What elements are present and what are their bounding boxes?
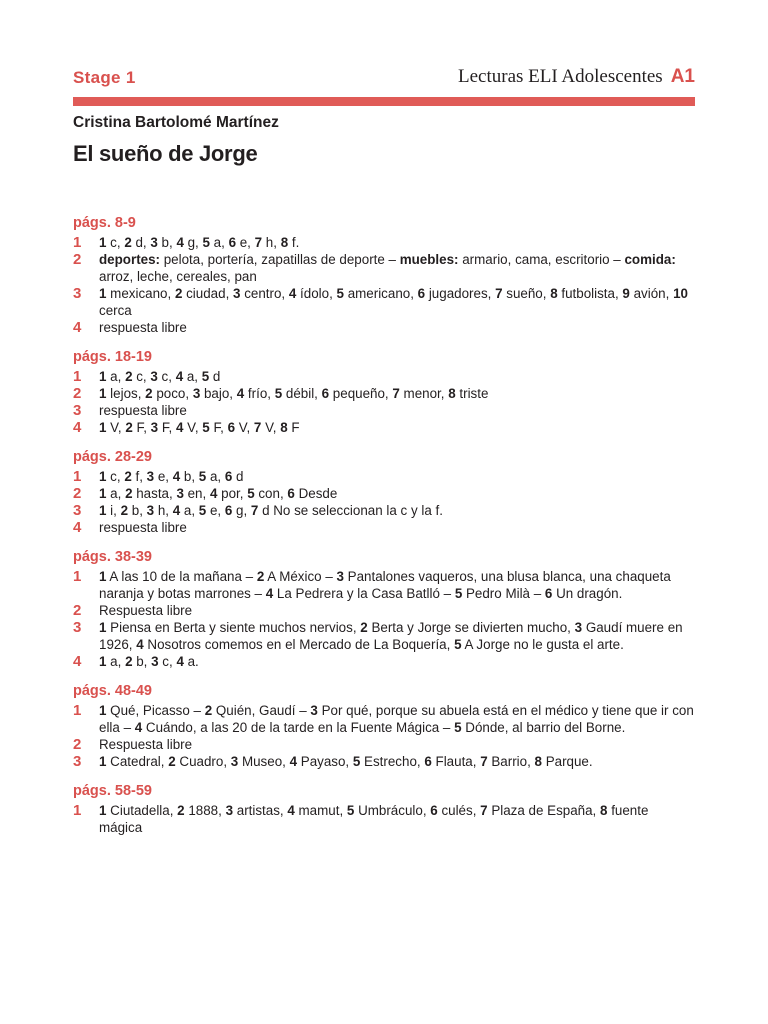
exercise-item bbox=[73, 736, 695, 753]
answer-key-term: 8 bbox=[600, 803, 608, 818]
exercise-item bbox=[73, 568, 695, 602]
answer-key-term: 2 bbox=[125, 369, 133, 384]
answer-text: Desde bbox=[294, 486, 338, 501]
answer-text: menor, bbox=[399, 386, 449, 401]
answer-text: g, bbox=[232, 503, 251, 518]
answer-key-term: 2 bbox=[125, 654, 133, 669]
level-badge: A1 bbox=[670, 66, 695, 87]
answer-text: mamut, bbox=[294, 803, 347, 818]
answer-text: frío, bbox=[244, 386, 275, 401]
answer-text: d No se seleccionan la c y la f. bbox=[258, 503, 443, 518]
answer-key-term: 4 bbox=[172, 503, 181, 518]
answer-key-term: 1 bbox=[99, 803, 107, 818]
answer-text: Por qué, porque su abuela está en el médico y tiene que ir con ella – bbox=[99, 703, 694, 735]
answer-key-term: 1 bbox=[99, 620, 107, 635]
answer-key-term: 8 bbox=[550, 286, 558, 301]
answer-text: culés, bbox=[437, 803, 481, 818]
answer-key-term: 4 bbox=[134, 720, 143, 735]
answer-key-term: 3 bbox=[574, 620, 583, 635]
exercise-answer bbox=[99, 285, 695, 319]
answer-key-term: 1 bbox=[99, 369, 107, 384]
answer-text: Quién, Gaudí – bbox=[212, 703, 311, 718]
answer-text: e, bbox=[154, 469, 173, 484]
exercise-answer bbox=[99, 802, 695, 836]
exercise-number: 1 bbox=[73, 368, 82, 385]
answer-text: bajo, bbox=[200, 386, 237, 401]
answer-key-term: 6 bbox=[287, 486, 295, 501]
answer-text: artistas, bbox=[233, 803, 288, 818]
answer-key-term: 6 bbox=[224, 469, 233, 484]
answer-key-term: 1 bbox=[99, 235, 107, 250]
answer-text: La Pedrera y la Casa Batlló – bbox=[273, 586, 455, 601]
exercise-item bbox=[73, 251, 695, 285]
exercise-number: 4 bbox=[73, 519, 82, 536]
exercise-answer bbox=[99, 419, 695, 436]
answer-key-term: comida: bbox=[624, 252, 676, 267]
answer-section bbox=[73, 348, 695, 436]
exercise-answer bbox=[99, 502, 695, 519]
exercise-answer bbox=[99, 402, 695, 419]
answer-section bbox=[73, 682, 695, 770]
exercise-number: 2 bbox=[73, 251, 82, 268]
exercise-number: 3 bbox=[73, 285, 82, 302]
answer-key-term: 8 bbox=[280, 420, 288, 435]
answer-section bbox=[73, 782, 695, 836]
answer-text: Un dragón. bbox=[552, 586, 623, 601]
exercise-item bbox=[73, 619, 695, 653]
exercise-item bbox=[73, 653, 695, 670]
answer-text: en, bbox=[183, 486, 210, 501]
answer-key-term: 6 bbox=[321, 386, 330, 401]
answer-key-term: 3 bbox=[150, 235, 158, 250]
answer-text: jugadores, bbox=[425, 286, 496, 301]
answer-text: g, bbox=[183, 235, 203, 250]
exercise-number: 4 bbox=[73, 653, 82, 670]
answer-key-term: 1 bbox=[99, 654, 107, 669]
answer-text: Nosotros comemos en el Mercado de La Boquería, bbox=[143, 637, 455, 652]
section-heading: págs. 38-39 bbox=[73, 549, 152, 565]
answer-key-term: 4 bbox=[136, 637, 144, 652]
answer-text: A las 10 de la mañana – bbox=[106, 569, 257, 584]
exercise-item bbox=[73, 519, 695, 536]
answer-text: respuesta libre bbox=[99, 320, 187, 335]
answer-key-term: 5 bbox=[352, 754, 361, 769]
exercise-number: 2 bbox=[73, 385, 82, 402]
exercise-number: 3 bbox=[73, 502, 82, 519]
answer-key-term: 5 bbox=[202, 420, 210, 435]
exercise-answer bbox=[99, 519, 695, 536]
answer-key-term: 2 bbox=[177, 803, 185, 818]
answer-text: ciudad, bbox=[182, 286, 234, 301]
answer-text: Gaudí muere en 1926, bbox=[99, 620, 683, 652]
answer-text: V, bbox=[235, 420, 254, 435]
answer-key-term: 5 bbox=[454, 586, 463, 601]
answer-key-term: 8 bbox=[280, 235, 289, 250]
answer-section bbox=[73, 448, 695, 536]
answer-key-term: 2 bbox=[120, 503, 129, 518]
answer-key-term: 7 bbox=[392, 386, 400, 401]
answer-key-term: 2 bbox=[125, 486, 133, 501]
exercise-item bbox=[73, 285, 695, 319]
answer-text: h, bbox=[262, 235, 281, 250]
answer-key bbox=[73, 214, 695, 848]
exercise-number: 3 bbox=[73, 402, 82, 419]
answer-key-term: 6 bbox=[417, 286, 426, 301]
exercise-number: 1 bbox=[73, 702, 82, 719]
answer-key-term: 5 bbox=[346, 803, 355, 818]
answer-key-term: 3 bbox=[192, 386, 201, 401]
exercise-number: 1 bbox=[73, 468, 82, 485]
answer-text: Berta y Jorge se divierten mucho, bbox=[367, 620, 575, 635]
exercise-item bbox=[73, 368, 695, 385]
answer-text: c, bbox=[157, 369, 176, 384]
answer-key-term: 5 bbox=[454, 637, 462, 652]
answer-key-term: 1 bbox=[99, 503, 107, 518]
answer-text: Respuesta libre bbox=[99, 737, 193, 752]
exercise-answer bbox=[99, 702, 695, 736]
exercise-answer bbox=[99, 619, 695, 653]
answer-key-term: muebles: bbox=[399, 252, 459, 267]
answer-key-term: 2 bbox=[174, 286, 183, 301]
answer-key-term: 5 bbox=[454, 720, 462, 735]
answer-key-term: 1 bbox=[99, 754, 107, 769]
answer-text: V, bbox=[106, 420, 126, 435]
exercise-item bbox=[73, 753, 695, 770]
answer-text: pequeño, bbox=[329, 386, 393, 401]
answer-key-term: 1 bbox=[99, 286, 107, 301]
answer-text: a, bbox=[209, 235, 229, 250]
exercise-number: 2 bbox=[73, 485, 82, 502]
section-heading: págs. 48-49 bbox=[73, 683, 152, 699]
answer-text: Qué, Picasso – bbox=[106, 703, 205, 718]
answer-text: poco, bbox=[152, 386, 193, 401]
answer-key-term: 6 bbox=[424, 754, 432, 769]
answer-key-term: 8 bbox=[448, 386, 456, 401]
answer-key-term: 4 bbox=[176, 654, 184, 669]
answer-text: A Jorge no le gusta el arte. bbox=[461, 637, 624, 652]
exercise-item bbox=[73, 485, 695, 502]
exercise-answer bbox=[99, 653, 695, 670]
exercise-number: 1 bbox=[73, 234, 82, 251]
answer-text: F, bbox=[132, 420, 151, 435]
answer-text: b, bbox=[132, 654, 152, 669]
answer-key-term: 5 bbox=[247, 486, 255, 501]
answer-text: Respuesta libre bbox=[99, 603, 193, 618]
answer-key-term: 3 bbox=[225, 803, 234, 818]
answer-key-term: 4 bbox=[265, 586, 274, 601]
answer-key-term: 3 bbox=[230, 754, 239, 769]
exercise-answer bbox=[99, 251, 695, 285]
answer-text: Cuándo, a las 20 de la tarde en la Fuente Mágica – bbox=[142, 720, 455, 735]
exercise-answer bbox=[99, 485, 695, 502]
answer-key-term: 1 bbox=[99, 386, 107, 401]
exercise-number: 4 bbox=[73, 319, 82, 336]
answer-text: V, bbox=[261, 420, 281, 435]
exercise-item bbox=[73, 602, 695, 619]
answer-key-term: 3 bbox=[146, 469, 155, 484]
answer-key-term: 3 bbox=[176, 486, 184, 501]
answer-text: d bbox=[209, 369, 221, 384]
answer-key-term: 2 bbox=[124, 469, 132, 484]
answer-text: a, bbox=[106, 369, 126, 384]
answer-text: mexicano, bbox=[106, 286, 175, 301]
answer-text: Dónde, al barrio del Borne. bbox=[461, 720, 626, 735]
answer-key-term: 7 bbox=[253, 420, 262, 435]
answer-text: respuesta libre bbox=[99, 520, 187, 535]
exercise-item bbox=[73, 419, 695, 436]
answer-text: i, bbox=[106, 503, 121, 518]
answer-text: e, bbox=[206, 503, 225, 518]
page-header bbox=[73, 66, 695, 94]
answer-text: a. bbox=[183, 654, 199, 669]
exercise-number: 4 bbox=[73, 419, 82, 436]
answer-key-term: 7 bbox=[250, 503, 259, 518]
answer-text: con, bbox=[254, 486, 288, 501]
answer-text: débil, bbox=[282, 386, 322, 401]
answer-text: americano, bbox=[343, 286, 418, 301]
section-heading: págs. 18-19 bbox=[73, 349, 152, 365]
section-heading: págs. 8-9 bbox=[73, 215, 136, 231]
answer-text: Ciutadella, bbox=[106, 803, 178, 818]
answer-key-term: 3 bbox=[310, 703, 318, 718]
exercise-item bbox=[73, 702, 695, 736]
exercise-answer bbox=[99, 385, 695, 402]
answer-key-term: 8 bbox=[534, 754, 542, 769]
answer-text: Catedral, bbox=[106, 754, 169, 769]
answer-text: V, bbox=[183, 420, 203, 435]
exercise-number: 1 bbox=[73, 568, 82, 585]
answer-key-term: 4 bbox=[175, 369, 184, 384]
answer-key-term: 7 bbox=[480, 803, 488, 818]
answer-key-term: 2 bbox=[124, 235, 132, 250]
answer-text: Cuadro, bbox=[175, 754, 231, 769]
exercise-item bbox=[73, 319, 695, 336]
answer-key-term: 5 bbox=[198, 469, 207, 484]
answer-text: hasta, bbox=[132, 486, 177, 501]
answer-key-term: 3 bbox=[150, 420, 159, 435]
stage-label: Stage 1 bbox=[73, 68, 136, 87]
answer-text: Plaza de España, bbox=[487, 803, 601, 818]
exercise-answer bbox=[99, 568, 695, 602]
answer-text: a, bbox=[106, 486, 126, 501]
answer-text: lejos, bbox=[106, 386, 146, 401]
answer-text: b, bbox=[180, 469, 199, 484]
answer-key-term: 6 bbox=[430, 803, 438, 818]
answer-text: a, bbox=[183, 369, 202, 384]
answer-key-term: 6 bbox=[228, 235, 237, 250]
exercise-item bbox=[73, 468, 695, 485]
answer-key-term: 5 bbox=[198, 503, 207, 518]
answer-key-term: 4 bbox=[288, 286, 297, 301]
book-title: El sueño de Jorge bbox=[73, 141, 258, 166]
answer-key-term: 4 bbox=[172, 469, 181, 484]
exercise-item bbox=[73, 234, 695, 251]
answer-text: c, bbox=[106, 235, 125, 250]
answer-key-term: 6 bbox=[544, 586, 553, 601]
answer-text: d bbox=[232, 469, 244, 484]
section-heading: págs. 28-29 bbox=[73, 449, 152, 465]
answer-text: h, bbox=[154, 503, 173, 518]
answer-key-term: 10 bbox=[673, 286, 688, 301]
exercise-answer bbox=[99, 753, 695, 770]
answer-key-term: 3 bbox=[146, 503, 155, 518]
answer-key-term: 1 bbox=[99, 420, 107, 435]
exercise-answer bbox=[99, 602, 695, 619]
answer-key-term: 5 bbox=[274, 386, 283, 401]
answer-text: sueño, bbox=[502, 286, 551, 301]
answer-text: f, bbox=[131, 469, 147, 484]
answer-text: e, bbox=[236, 235, 255, 250]
answer-text: d, bbox=[131, 235, 151, 250]
answer-key-term: 4 bbox=[289, 754, 298, 769]
answer-key-term: 6 bbox=[224, 503, 233, 518]
section-heading: págs. 58-59 bbox=[73, 783, 152, 799]
answer-text: F bbox=[287, 420, 300, 435]
answer-text: 1888, bbox=[184, 803, 226, 818]
answer-key-term: 3 bbox=[336, 569, 344, 584]
exercise-item bbox=[73, 402, 695, 419]
answer-text: Piensa en Berta y siente muchos nervios, bbox=[106, 620, 361, 635]
answer-key-term: 3 bbox=[233, 286, 241, 301]
answer-text: Flauta, bbox=[431, 754, 481, 769]
exercise-answer bbox=[99, 234, 695, 251]
exercise-number: 3 bbox=[73, 619, 82, 636]
answer-section bbox=[73, 214, 695, 336]
answer-text: avión, bbox=[629, 286, 674, 301]
answer-text: Pantalones vaqueros, una blusa blanca, una chaqueta naranja y botas marrones – bbox=[99, 569, 671, 601]
answer-text: fuente mágica bbox=[99, 803, 649, 835]
answer-text: c, bbox=[158, 654, 177, 669]
answer-key-term: 2 bbox=[256, 569, 265, 584]
answer-text: Pedro Milà – bbox=[462, 586, 545, 601]
answer-text: c, bbox=[106, 469, 125, 484]
answer-key-term: 7 bbox=[495, 286, 503, 301]
answer-key-term: 6 bbox=[227, 420, 236, 435]
answer-key-term: 2 bbox=[204, 703, 213, 718]
answer-text: Umbráculo, bbox=[354, 803, 431, 818]
exercise-item bbox=[73, 502, 695, 519]
answer-text: a, bbox=[206, 469, 225, 484]
answer-key-term: 1 bbox=[99, 469, 107, 484]
answer-text: ídolo, bbox=[296, 286, 337, 301]
answer-text: armario, cama, escritorio – bbox=[458, 252, 625, 267]
answer-text: Barrio, bbox=[487, 754, 535, 769]
answer-text: F, bbox=[209, 420, 228, 435]
exercise-answer bbox=[99, 736, 695, 753]
exercise-answer bbox=[99, 319, 695, 336]
answer-key-term: 4 bbox=[236, 386, 245, 401]
exercise-number: 3 bbox=[73, 753, 82, 770]
answer-key-term: 4 bbox=[287, 803, 295, 818]
answer-text: por, bbox=[217, 486, 248, 501]
author-name: Cristina Bartolomé Martínez bbox=[73, 114, 279, 131]
answer-text: centro, bbox=[240, 286, 289, 301]
exercise-number: 2 bbox=[73, 736, 82, 753]
answer-text: b, bbox=[128, 503, 147, 518]
answer-key-term: 7 bbox=[254, 235, 263, 250]
answer-text: A México – bbox=[264, 569, 337, 584]
exercise-number: 2 bbox=[73, 602, 82, 619]
answer-key-term: 1 bbox=[99, 569, 107, 584]
exercise-answer bbox=[99, 468, 695, 485]
answer-key-term: 3 bbox=[151, 654, 159, 669]
answer-text: b, bbox=[157, 235, 177, 250]
answer-key-term: 5 bbox=[202, 235, 210, 250]
answer-text: Museo, bbox=[238, 754, 290, 769]
exercise-item bbox=[73, 802, 695, 836]
answer-text: a, bbox=[106, 654, 126, 669]
answer-key-term: 1 bbox=[99, 486, 107, 501]
answer-key-term: 4 bbox=[176, 235, 184, 250]
series-title bbox=[458, 66, 695, 88]
answer-key-term: 5 bbox=[201, 369, 210, 384]
answer-key-term: 5 bbox=[336, 286, 344, 301]
answer-text: pelota, portería, zapatillas de deporte – bbox=[160, 252, 400, 267]
exercise-item bbox=[73, 385, 695, 402]
answer-text: f. bbox=[288, 235, 300, 250]
answer-text: F, bbox=[158, 420, 176, 435]
answer-text: Parque. bbox=[541, 754, 593, 769]
answer-text: respuesta libre bbox=[99, 403, 187, 418]
answer-text: cerca bbox=[99, 303, 132, 318]
series-name: Lecturas ELI Adolescentes bbox=[458, 66, 663, 87]
answer-key-term: 2 bbox=[360, 620, 368, 635]
answer-key-term: 9 bbox=[622, 286, 630, 301]
answer-text: c, bbox=[132, 369, 151, 384]
answer-key-term: deportes: bbox=[99, 252, 161, 267]
answer-section bbox=[73, 548, 695, 670]
answer-key-term: 2 bbox=[145, 386, 153, 401]
header-rule bbox=[73, 97, 695, 106]
answer-key-term: 7 bbox=[480, 754, 488, 769]
answer-key-term: 2 bbox=[125, 420, 133, 435]
answer-key-term: 4 bbox=[209, 486, 218, 501]
exercise-number: 1 bbox=[73, 802, 82, 819]
answer-text: futbolista, bbox=[557, 286, 623, 301]
answer-key-term: 1 bbox=[99, 703, 107, 718]
exercise-answer bbox=[99, 368, 695, 385]
answer-text: a, bbox=[180, 503, 199, 518]
answer-text: arroz, leche, cereales, pan bbox=[99, 269, 257, 284]
answer-text: Estrecho, bbox=[360, 754, 425, 769]
answer-key-term: 3 bbox=[150, 369, 158, 384]
answer-key-term: 2 bbox=[168, 754, 176, 769]
answer-text: Payaso, bbox=[297, 754, 353, 769]
answer-text: triste bbox=[455, 386, 489, 401]
answer-key-term: 4 bbox=[175, 420, 184, 435]
